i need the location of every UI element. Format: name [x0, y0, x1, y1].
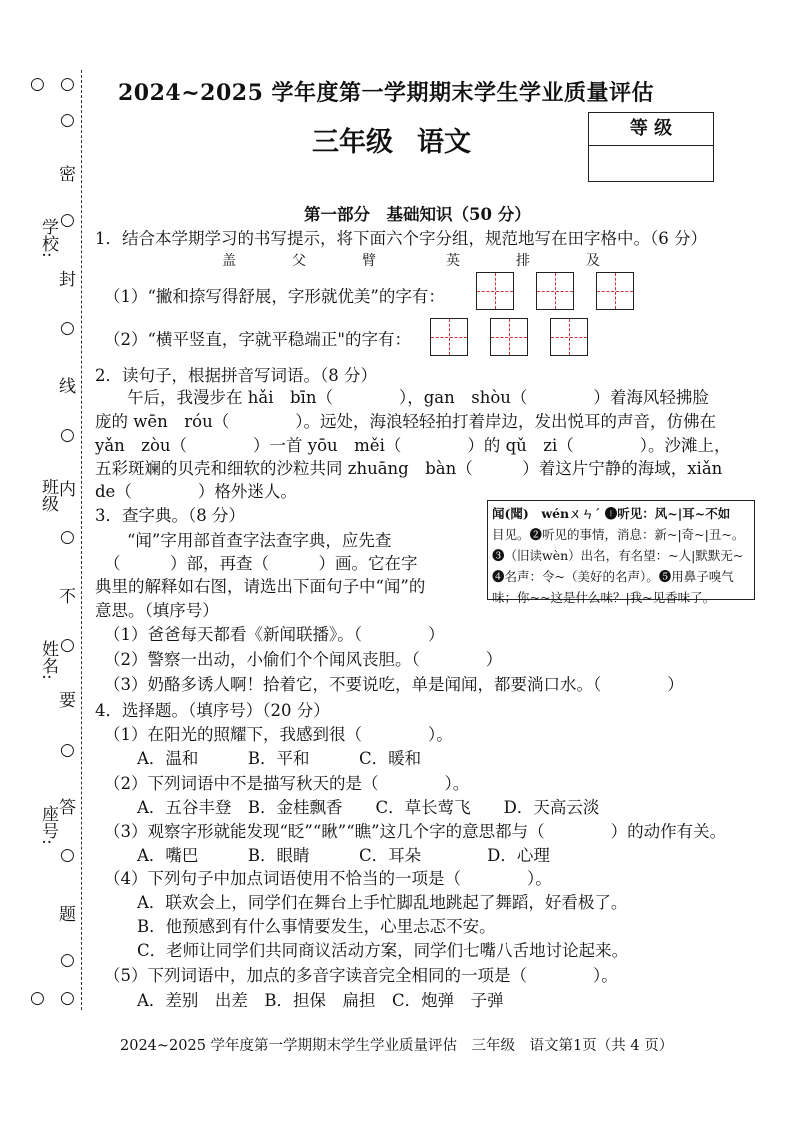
binding-circle: ○	[60, 110, 75, 130]
q4-line: A．联欢会上，同学们在舞台上手忙脚乱地跳起了舞蹈，好看极了。	[104, 893, 628, 912]
q3-line: “闻”字用部首查字法查字典，应先查	[127, 531, 392, 550]
dict-line: ❹名声：令~（美好的名声）。❺用鼻子嗅气	[492, 569, 734, 584]
grade-text: 三年级	[312, 127, 393, 158]
dict-line: 味；你~~这是什么味？|我~见香味了。	[492, 590, 716, 605]
binding-circle: ○	[60, 845, 75, 865]
tianzige-box[interactable]	[476, 272, 514, 310]
binding-circle: ○	[60, 740, 75, 760]
q2-line: 午后，我漫步在 hǎi bīn（ ），gan shòu（ ）着海风轻拂脸	[127, 388, 709, 407]
q3-line: （ ）部，再查（ ）画。它在字	[104, 554, 418, 573]
tianzige-box[interactable]	[490, 318, 528, 356]
q3-stem: 3．查字典。（8 分）	[95, 506, 245, 525]
binding-circle: ○	[60, 527, 75, 547]
seal-char: 线	[59, 377, 76, 397]
binding-circle: ○	[60, 950, 75, 970]
q1-stem: 1．结合本学期学习的书写提示，将下面六个字分组，规范地写在田字格中。（6 分）	[95, 229, 707, 248]
binding-circle: ○	[60, 988, 75, 1008]
grade-box	[588, 112, 714, 182]
page-footer: 2024~2025 学年度第一学期期末学生学业质量评估 三年级 语文第1页（共 4 页）	[120, 1038, 674, 1054]
tianzige-box[interactable]	[596, 272, 634, 310]
q4-line: （1）在阳光的照耀下，我感到很（ ）。	[104, 725, 453, 744]
binding-circle: ○	[60, 425, 75, 445]
q4-line: C．老师让同学们共同商议活动方案，同学们七嘴八舌地讨论起来。	[104, 941, 629, 960]
dictionary-entry-box	[487, 500, 755, 605]
name-label: 姓名:	[38, 640, 58, 680]
seal-char: 答	[59, 798, 76, 818]
q2-line: 庞的 wēn róu（ ）。远处，海浪轻轻拍打着岸边，发出悦耳的声音，仿佛在	[95, 412, 716, 431]
q4-line: （3）观察字形就能发现“眨”“瞅”“瞧”这几个字的意思都与（ ）的动作有关。	[104, 822, 727, 841]
q4-line: （5）下列词语中，加点的多音字读音完全相同的一项是（ ）。	[104, 966, 618, 985]
q4-line: B．他预感到有什么事情要发生，心里忐忑不安。	[104, 917, 496, 936]
seal-char: 不	[59, 587, 76, 607]
q2-line: yǎn zòu（ ）一首 yōu měi（ ）的 qǔ zi（ ）。沙滩上，	[95, 436, 731, 455]
q4-line: A．五谷丰登 B．金桂飘香 C．草长莺飞 D．天高云淡	[104, 798, 600, 817]
class-label: 班级	[38, 478, 58, 512]
q4-line: A．差别 出差 B．担保 扁担 C．炮弹 子弹	[104, 991, 504, 1010]
seal-char: 封	[59, 270, 76, 290]
exam-title: 2024~2025 学年度第一学期期末学生学业质量评估	[118, 80, 655, 106]
seal-char: 要	[59, 691, 76, 711]
subject-text: 语文	[417, 127, 471, 158]
q4-line: （4）下列句子中加点词语使用不恰当的一项是（ ）。	[104, 869, 552, 888]
q1-chars: 盖 父 臂 英 排 及	[222, 253, 600, 269]
tianzige-box[interactable]	[536, 272, 574, 310]
q2-stem: 2．读句子，根据拼音写词语。（8 分）	[95, 366, 377, 385]
binding-circle: ○	[60, 635, 75, 655]
binding-circle: ○	[60, 318, 75, 338]
dict-line: ❸（旧读wèn）出名，有名望：~人|默默无~	[492, 548, 744, 563]
seal-char: 题	[59, 905, 76, 925]
binding-circle: ○	[30, 74, 45, 94]
dict-line: 闻(聞) wénㄨㄣˊ ❶听见：风~|耳~不如	[492, 506, 731, 521]
q3-item: （1）爸爸每天都看《新闻联播》。（ ）	[104, 625, 445, 644]
binding-dashed-line	[81, 70, 82, 1010]
tianzige-box[interactable]	[430, 318, 468, 356]
q4-line: （2）下列词语中不是描写秋天的是（ ）。	[104, 774, 470, 793]
binding-circle: ○	[30, 988, 45, 1008]
grade-label: 等 级	[589, 113, 713, 146]
seat-label: 座号:	[38, 805, 58, 845]
q4-line: A．温和 B．平和 C．暖和	[104, 749, 422, 768]
q1-sub2: （2）“横平竖直，字就平稳端正"的字有：	[104, 330, 412, 349]
q2-line: de（ ）格外迷人。	[95, 482, 297, 501]
tianzige-box[interactable]	[550, 318, 588, 356]
q3-line: 意思。（填序号）	[95, 601, 219, 620]
q3-line: 典里的解释如右图，请选出下面句子中“闻”的	[95, 577, 426, 596]
q1-sub1: （1）“撇和捺写得舒展，字形就优美”的字有：	[104, 287, 445, 306]
q3-item: （3）奶酪多诱人啊！拾着它，不要说吃，单是闻闻，都要淌口水。（ ）	[104, 675, 684, 694]
q4-line: A．嘴巴 B．眼睛 C．耳朵 D．心理	[104, 846, 550, 865]
section-heading: 第一部分 基础知识（50 分）	[304, 205, 531, 224]
seal-char: 内	[59, 480, 76, 500]
dict-line: 目见。❷听见的事情，消息：新~|奇~|丑~。	[492, 527, 745, 542]
q2-line: 五彩斑斓的贝壳和细软的沙粒共同 zhuāng bàn（ ）着这片宁静的海域，xiǎn	[95, 459, 723, 478]
seal-char: 密	[59, 165, 76, 185]
q4-stem: 4．选择题。（填序号）（20 分）	[95, 701, 330, 720]
q3-item: （2）警察一出动，小偷们个个闻风丧胆。（ ）	[104, 650, 503, 669]
exam-subtitle	[312, 120, 495, 159]
binding-circle: ○	[60, 210, 75, 230]
school-label: 学校:	[38, 218, 58, 258]
binding-circle: ○	[60, 74, 75, 94]
